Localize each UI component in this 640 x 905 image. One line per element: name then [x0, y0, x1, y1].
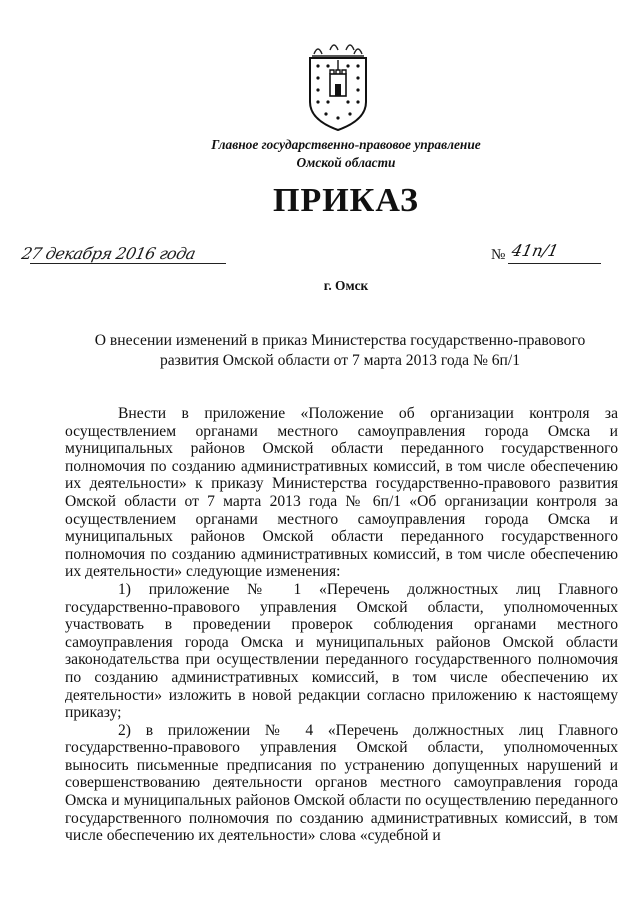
number-label: №: [491, 247, 506, 263]
issuing-organization-line2: Омской области: [296, 155, 396, 170]
issuing-organization-line1: Главное государственно-правовое управление: [211, 137, 481, 152]
document-subject: [70, 331, 610, 371]
document-body: [65, 405, 618, 845]
number-underline: [508, 263, 601, 264]
body-paragraph-intro: Внести в приложение «Положение об организации контроля за осуществлением органами местного самоуправления города Омска и муниципальных районов Омской области переданного государственного полномочия по созданию административных комиссий, в том числе обеспечению их деятельности» к приказу Министерства государственно-правового развития Омской области от 7 марта 2013 года № 6п/1 «Об организации контроля за осуществлением органами местного самоуправления города Омска и муниципальных районов Омской области переданного государственного полномочия по созданию административных комиссий, в том числе обеспечению их деятельности» следующие изменения:: [65, 405, 618, 581]
body-paragraph-item-1: 1) приложение № 1 «Перечень должностных лиц Главного государственно-правового управления Омской области, уполномоченных участвовать в проведении проверок соблюдения органами местного самоуправления города Омска и муниципальных районов Омской области законодательства при осуществлении переданного государственного полномочия по созданию административных комиссий, в том числе обеспечению их деятельности» изложить в новой редакции согласно приложению к настоящему приказу;: [65, 580, 618, 722]
city-line: г. Омск: [323, 278, 369, 293]
handwritten-document-number: 41п/1: [509, 241, 561, 260]
date-underline: [30, 263, 226, 264]
body-paragraph-item-2: 2) в приложении № 4 «Перечень должностных лиц Главного государственно-правового управления Омской области, уполномоченных выносить письменные предписания по устранению допущенных нарушений и совершенствованию деятельности органов местного самоуправления города Омска и муниципальных районов Омской области по осуществлению переданного государственного полномочия по созданию административных комиссий, в том числе обеспечению их деятельности» слова «судебной и: [65, 721, 618, 845]
subject-line1: О внесении изменений в приказ Министерства государственно-правового: [94, 332, 586, 349]
handwritten-date: 27 декабря 2016 года: [19, 244, 198, 263]
omsk-coat-of-arms-emblem: [300, 40, 376, 132]
subject-line2: развития Омской области от 7 марта 2013 года № 6п/1: [159, 352, 521, 369]
document-type-title: ПРИКАЗ: [273, 182, 419, 219]
